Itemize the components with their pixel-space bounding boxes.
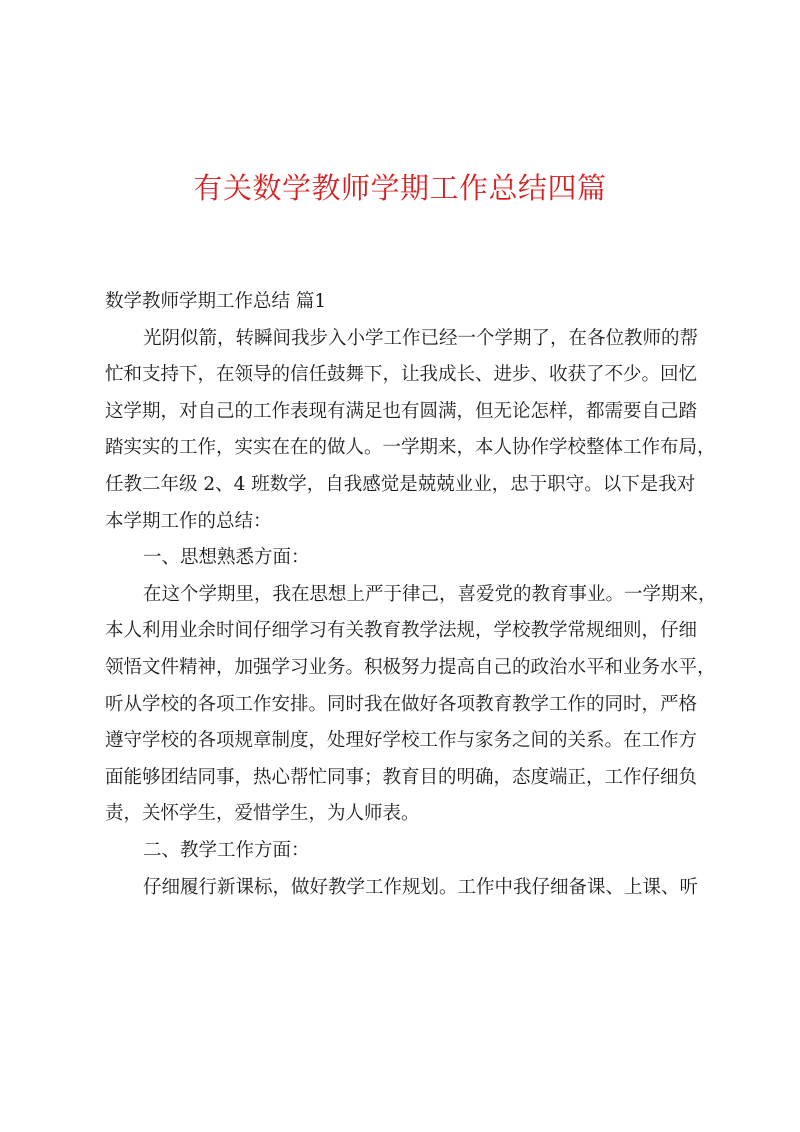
section-heading: 数学教师学期工作总结 篇1 [105,291,327,312]
paragraph-line: 仔细履行新课标，做好教学工作规划。工作中我仔细备课、上课、听 [143,876,699,898]
paragraph-line: 领悟文件精神，加强学习业务。积极努力提高自己的政治水平和业务水平， [105,656,716,678]
paragraph-1 [105,321,716,541]
paragraph-line: 面能够团结同事，热心帮忙同事；教育目的明确，态度端正，工作仔细负 [105,766,698,788]
paragraph-line: 在这个学期里，我在思想上严于律己，喜爱党的教育事业。一学期来， [143,583,717,605]
paragraph-2 [105,577,717,833]
document-title: 有关数学教师学期工作总结四篇 [193,171,607,205]
paragraph-line: 忙和支持下，在领导的信任鼓舞下，让我成长、进步、收获了不少。回忆 [105,364,698,386]
paragraph-line: 这学期，对自己的工作表现有满足也有圆满，但无论怎样，都需要自己踏 [105,400,698,422]
paragraph-line: 踏实实的工作，实实在在的做人。一学期来，本人协作学校整体工作布局， [105,437,716,459]
paragraph-line: 任教二年级 2、4 班数学，自我感觉是兢兢业业，忠于职守。以下是我对 [105,473,696,495]
paragraph-line: 光阴似箭，转瞬间我步入小学工作已经一个学期了，在各位教师的帮 [143,327,699,349]
paragraph-line: 听从学校的各项工作安排。同时我在做好各项教育教学工作的同时，严格 [105,693,698,715]
paragraph-line: 本学期工作的总结： [105,510,272,532]
paragraph-3 [105,870,705,907]
paragraph-line: 本人利用业余时间仔细学习有关教育教学法规，学校教学常规细则，仔细 [105,620,698,642]
paragraph-line: 遵守学校的各项规章制度，处理好学校工作与家务之间的关系。在工作方 [105,730,698,752]
document-body [105,284,717,906]
paragraph-line: 责，关怀学生，爱惜学生，为人师表。 [105,803,420,825]
subheading-teaching: 二、教学工作方面： [143,839,310,861]
subheading-thought: 一、思想熟悉方面： [143,547,310,569]
